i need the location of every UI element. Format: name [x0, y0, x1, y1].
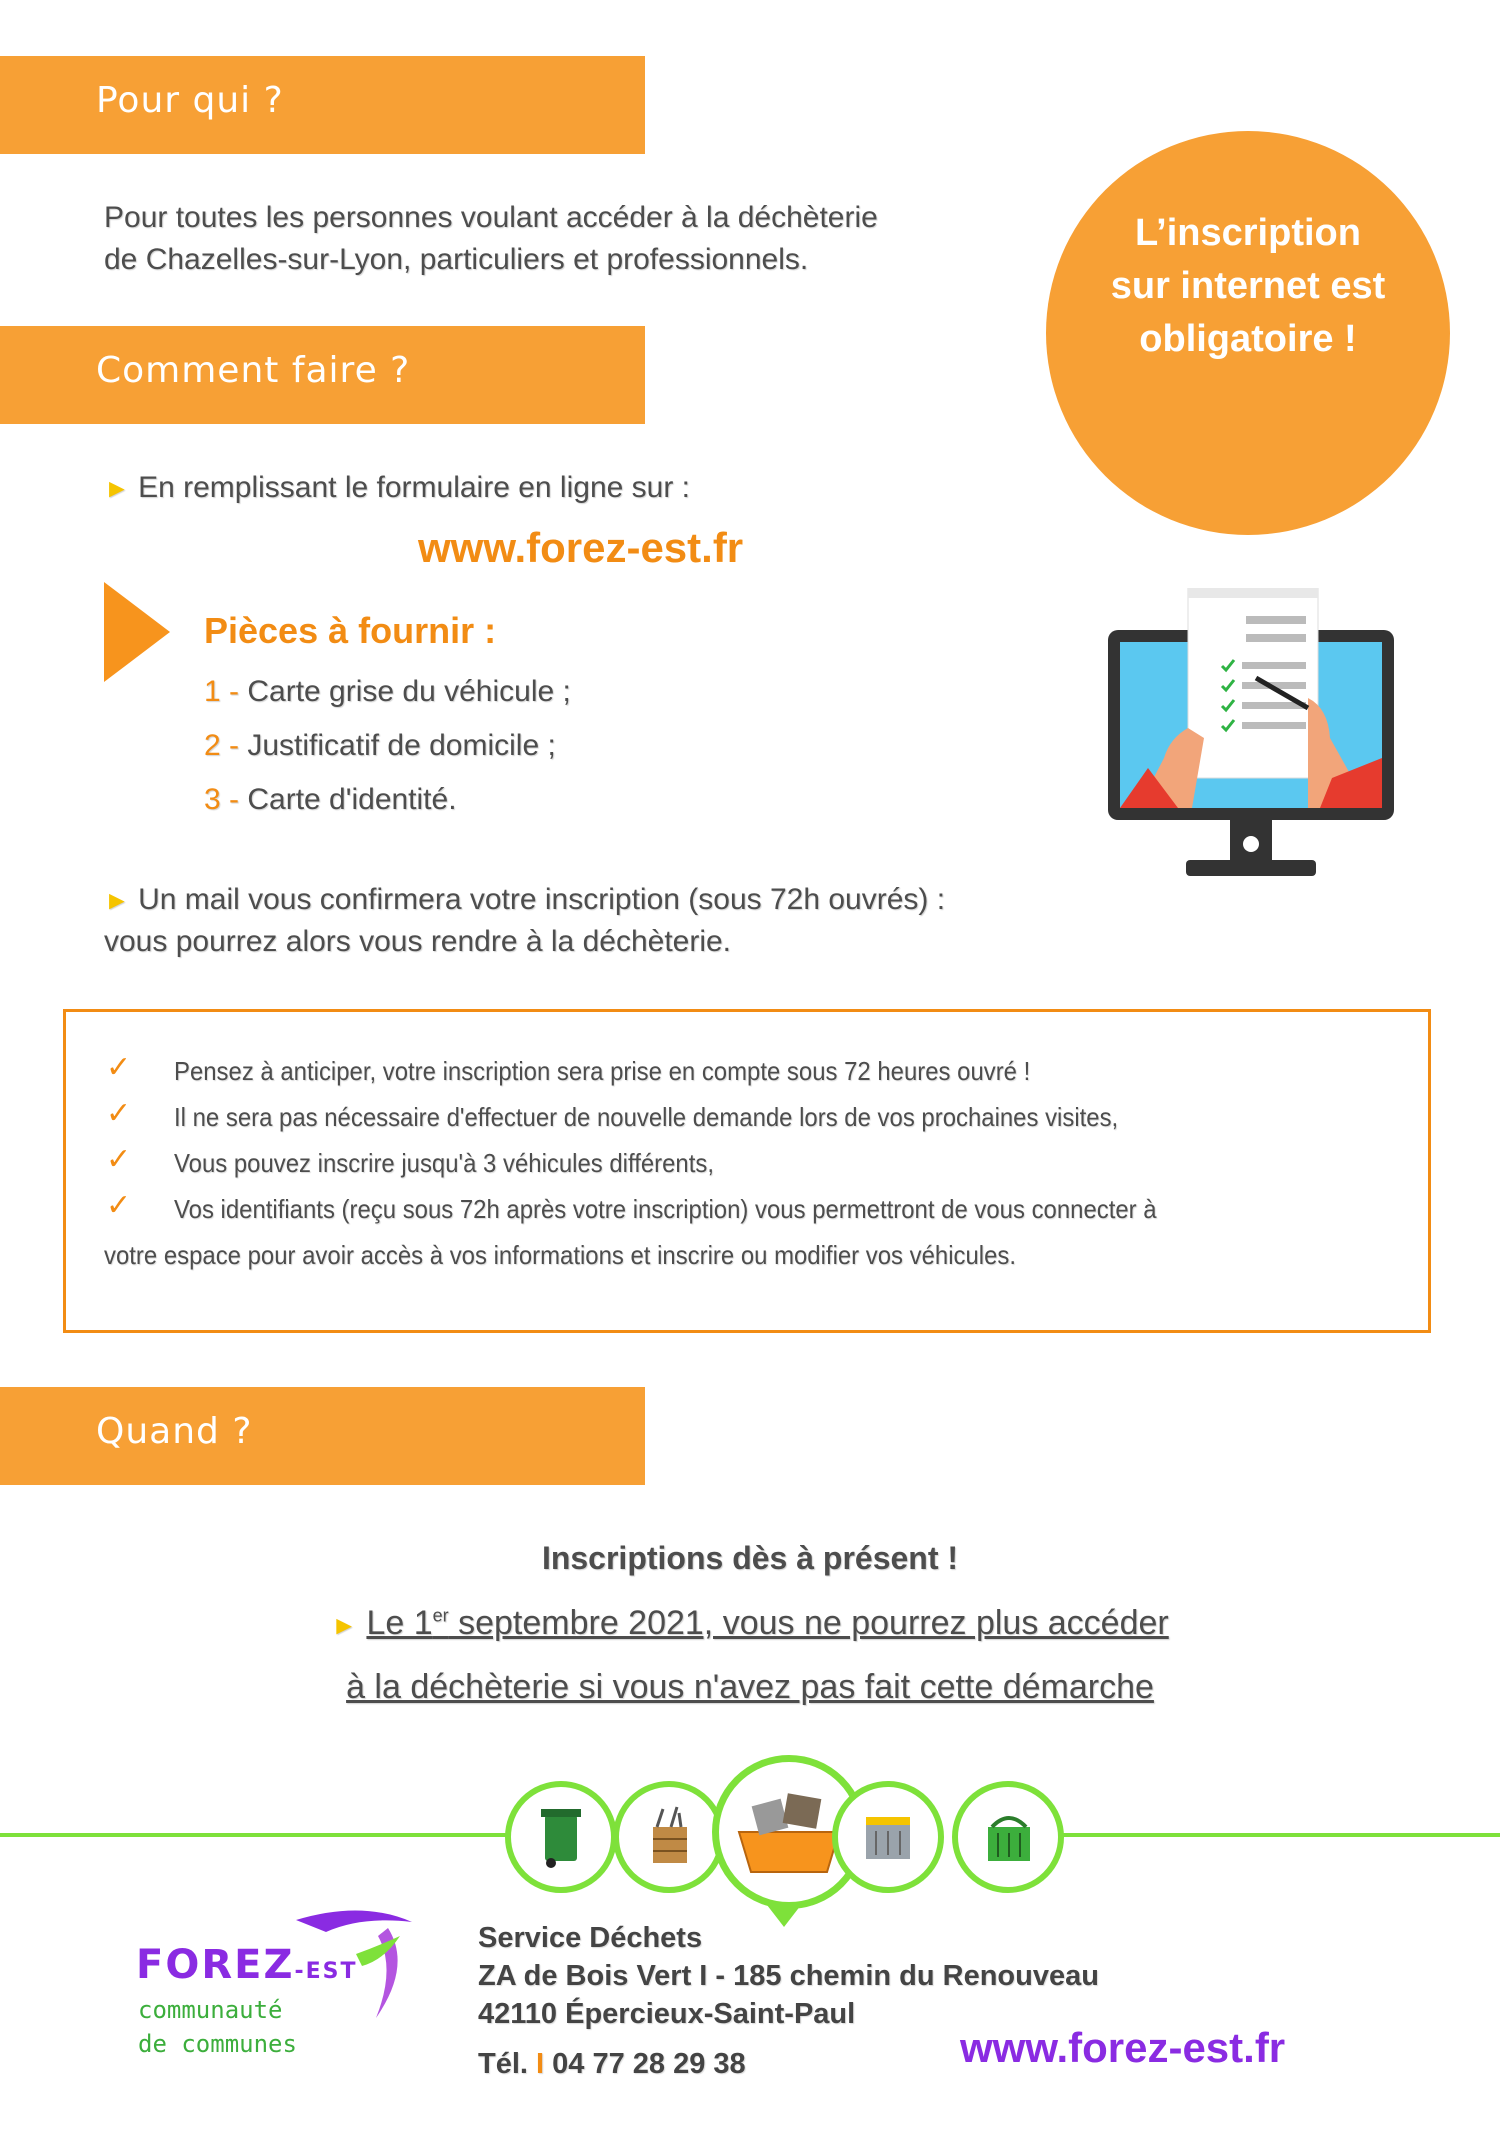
- mail-line-1: ► Un mail vous confirmera votre inscription (sous 72h ouvrés) :: [104, 883, 946, 916]
- banner-pour-qui: [0, 56, 645, 154]
- divider-line: [1036, 1833, 1500, 1837]
- piece-item: 3 - Carte d'identité.: [204, 783, 457, 816]
- circle-line-3: obligatoire !: [1139, 318, 1357, 360]
- footer-website-link[interactable]: www.forez-est.fr: [960, 2024, 1286, 2071]
- phone-line: Tél. I 04 77 28 29 38: [478, 2048, 746, 2080]
- pour-qui-line-1: Pour toutes les personnes voulant accéder à la déchèterie: [104, 201, 878, 234]
- pour-qui-line-2: de Chazelles-sur-Lyon, particuliers et professionnels.: [104, 243, 809, 276]
- piece-number: 3: [204, 783, 221, 816]
- banner-title: Pour qui ?: [96, 80, 284, 121]
- bullet-arrow-icon: ►: [331, 1610, 357, 1640]
- notice-item: Vos identifiants (reçu sous 72h après votre inscription) vous permettront de vous connecter à: [174, 1194, 1157, 1224]
- banner-comment-faire: [0, 326, 645, 424]
- form-line: [104, 466, 690, 510]
- logo-text: FOREZ-EST: [136, 1942, 358, 1988]
- phone-number[interactable]: 04 77 28 29 38: [552, 2048, 746, 2080]
- quand-line-2: à la déchèterie si vous n'avez pas fait cette démarche: [346, 1668, 1154, 1706]
- piece-label: Justificatif de domicile ;: [247, 729, 556, 762]
- website-link[interactable]: www.forez-est.fr: [418, 524, 744, 571]
- crates-icon: [613, 1781, 725, 1893]
- computer-form-illustration-icon: [1108, 588, 1394, 884]
- notice-item: Vous pouvez inscrire jusqu'à 3 véhicules différents,: [174, 1148, 714, 1178]
- logo-line-3: de communes: [138, 2030, 297, 2058]
- banner-title: Quand ?: [96, 1411, 253, 1452]
- address-line-2: 42110 Épercieux-Saint-Paul: [478, 1998, 856, 2030]
- check-icon: ✓: [106, 1097, 132, 1130]
- service-name: Service Déchets: [478, 1922, 703, 1954]
- piece-item: 1 - Carte grise du véhicule ;: [204, 675, 571, 708]
- notice-item-continuation: votre espace pour avoir accès à vos informations et inscrire ou modifier vos véhicules.: [104, 1240, 1017, 1270]
- form-text: En remplissant le formulaire en ligne sur :: [138, 471, 690, 504]
- logo-line-2: communauté: [138, 1996, 283, 2024]
- piece-label: Carte grise du véhicule ;: [247, 675, 571, 708]
- check-icon: ✓: [106, 1189, 132, 1222]
- mandatory-circle: [1046, 131, 1450, 535]
- quand-headline: Inscriptions dès à présent !: [541, 1540, 959, 1576]
- notice-item: Il ne sera pas nécessaire d'effectuer de nouvelle demande lors de vos prochaines visites,: [174, 1102, 1119, 1132]
- pin-pointer-icon: [767, 1905, 801, 1929]
- bullet-arrow-icon: ►: [104, 885, 130, 915]
- bullet-arrow-icon: ►: [104, 473, 130, 503]
- banner-title: Comment faire ?: [96, 350, 411, 391]
- check-icon: ✓: [106, 1051, 132, 1084]
- circle-line-1: L’inscription: [1135, 212, 1361, 254]
- circle-line-2: sur internet est: [1110, 265, 1386, 307]
- green-bin-icon: [505, 1781, 617, 1893]
- check-icon: ✓: [106, 1143, 132, 1176]
- pieces-title: Pièces à fournir :: [204, 610, 497, 651]
- piece-number: 2: [204, 729, 221, 762]
- glass-bin-icon: [832, 1781, 944, 1893]
- mail-line-2: vous pourrez alors vous rendre à la déchèterie.: [104, 925, 732, 958]
- big-arrow-icon: [104, 582, 170, 682]
- piece-label: Carte d'identité.: [247, 783, 457, 816]
- basket-icon: [952, 1781, 1064, 1893]
- banner-quand: [0, 1387, 645, 1485]
- address-line-1: ZA de Bois Vert I - 185 chemin du Renouveau: [478, 1960, 1099, 1992]
- piece-number: 1: [204, 675, 221, 708]
- quand-line-1: ► Le 1er septembre 2021, vous ne pourrez plus accéder: [331, 1604, 1169, 1642]
- divider-line: [0, 1833, 512, 1837]
- piece-item: 2 - Justificatif de domicile ;: [204, 729, 556, 762]
- notice-item: Pensez à anticiper, votre inscription sera prise en compte sous 72 heures ouvré !: [174, 1056, 1031, 1086]
